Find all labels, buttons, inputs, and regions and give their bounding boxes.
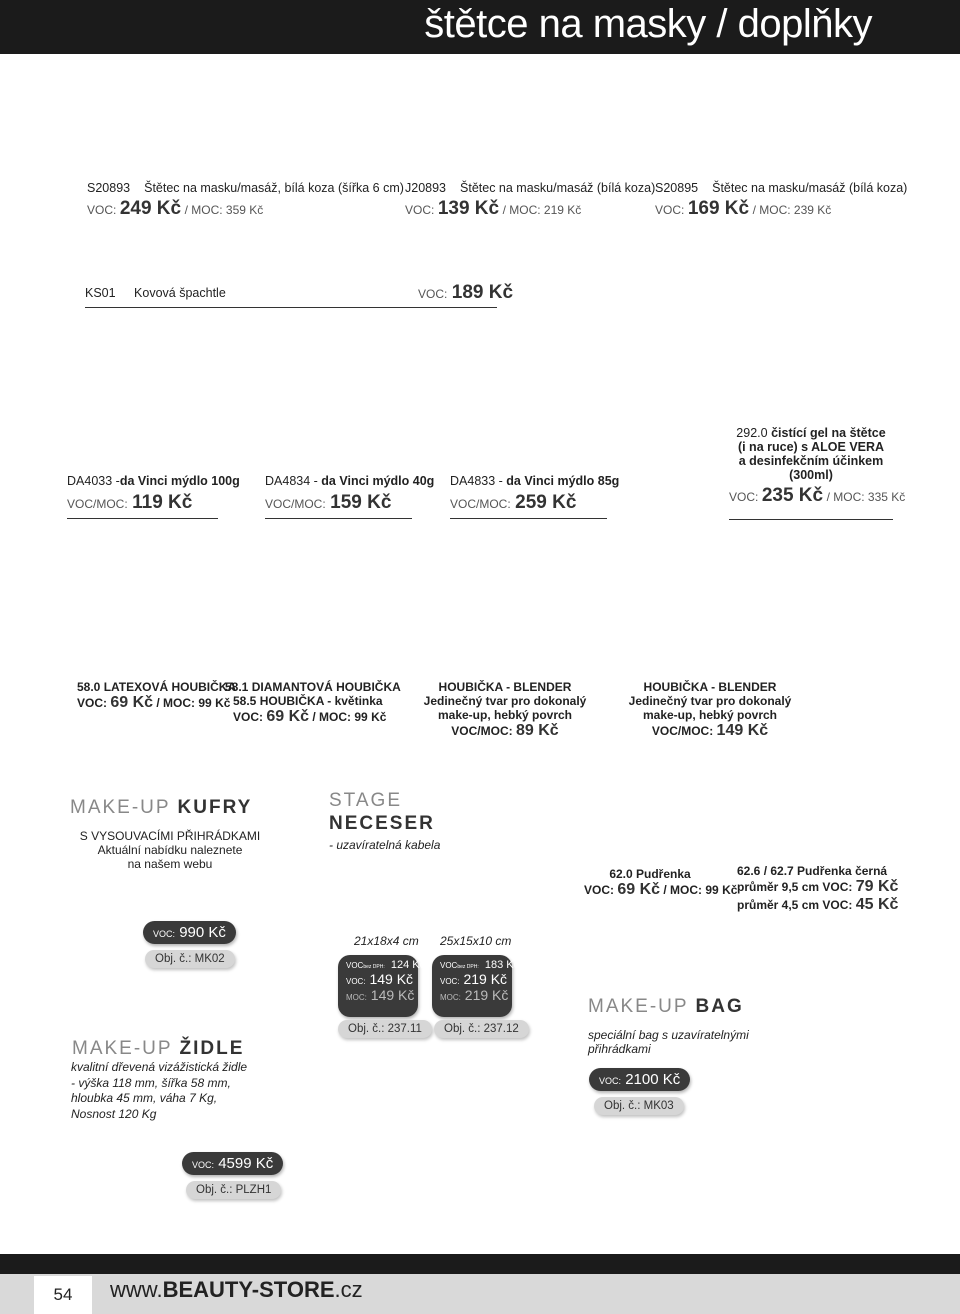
brush-item-1: [87, 181, 404, 220]
voc-price: 69 Kč: [266, 708, 310, 725]
product-code: S20893: [87, 181, 131, 195]
price: 149 Kč: [716, 722, 769, 739]
voc-price: 169 Kč: [687, 198, 750, 219]
size-2-price: 45 Kč: [855, 896, 899, 913]
price: 259 Kč: [515, 492, 577, 513]
bag-title: [588, 996, 744, 1018]
price: 119 Kč: [132, 492, 193, 513]
kufry-line-2: Aktuální nabídku naleznete: [97, 843, 243, 857]
voc-label: VOC:: [584, 883, 614, 897]
sponge-title: 58.1 DIAMANTOVÁ HOUBIČKA: [225, 680, 401, 694]
voc-price: 249 Kč: [119, 198, 182, 219]
product-code: DA4033 -: [67, 474, 120, 488]
sponge-title-2: 58.5 HOUBIČKA - květinka: [233, 694, 383, 708]
sponge-desc-2: make-up, hebký povrch: [437, 708, 573, 722]
kufry-title-a: MAKE-UP: [70, 797, 171, 818]
sponge-latex: [77, 680, 236, 712]
product-code: DA4833 -: [450, 474, 503, 488]
gel-line-3: a desinfekčním účinkem: [738, 454, 884, 468]
sponge-diamond: [225, 680, 401, 726]
voc-price: 139 Kč: [437, 198, 500, 219]
voc-moc-label: VOC/MOC:: [451, 724, 513, 738]
neceser-large-size: 25x15x10 cm: [440, 934, 512, 948]
kufry-title-b: KUFRY: [177, 797, 253, 818]
pudrenka-item: [584, 867, 738, 899]
gel-line-2: (i na ruce) s ALOE VERA: [737, 440, 885, 454]
bag-order-badge: [594, 1097, 684, 1115]
kufry-order-badge: [145, 950, 235, 968]
moc-price: / MOC: 99 Kč: [156, 696, 231, 710]
product-name: Kovová špachtle: [134, 286, 226, 300]
voc-price: 235 Kč: [761, 485, 824, 506]
pudrenka-title: 62.0 Pudřenka: [609, 867, 691, 881]
order-number: Obj. č.: 237.12: [444, 1023, 519, 1035]
product-name: da Vinci mýdlo 100g: [119, 474, 240, 488]
moc-price: / MOC: 239 Kč: [752, 203, 832, 217]
voc-price: 69 Kč: [110, 694, 154, 711]
zidle-price-badge: [182, 1152, 283, 1175]
site-prefix: www.: [110, 1277, 163, 1302]
bag-desc-2: přihrádkami: [588, 1042, 651, 1056]
voc-moc-label: VOC/MOC:: [67, 497, 128, 511]
kufry-price-badge: [143, 921, 236, 944]
brush-item-2: [405, 181, 655, 220]
moc-price: 149 Kč: [370, 987, 415, 1003]
product-code: S20895: [655, 181, 699, 195]
neceser-title-a: STAGE: [329, 790, 402, 811]
sponge-desc-2: make-up, hebký povrch: [642, 708, 778, 722]
voc-label: VOC:: [599, 1076, 622, 1086]
product-name: da Vinci mýdlo 40g: [321, 474, 435, 488]
voc-moc-label: VOC/MOC:: [265, 497, 326, 511]
gel-item: [729, 426, 906, 520]
voc-moc-label: VOC/MOC:: [651, 724, 714, 738]
pudrenka-black-item: [737, 864, 898, 914]
voc-price: 149 Kč: [369, 971, 414, 987]
moc-label: MOC:: [440, 993, 461, 1002]
bez-dph-label: bez DPH:: [457, 964, 479, 970]
neceser-small-price-box: [338, 955, 426, 1017]
voc-label: VOC:: [192, 1160, 215, 1170]
moc-price: / MOC: 99 Kč: [663, 883, 738, 897]
voc-label: VOC:: [233, 710, 263, 724]
order-number: Obj. č.: MK03: [604, 1100, 674, 1112]
page-number: 54: [34, 1276, 92, 1314]
voc-price: 219 Kč: [463, 971, 508, 987]
product-name: da Vinci mýdlo 85g: [506, 474, 620, 488]
voc-label: VOC:: [153, 929, 176, 939]
moc-price: 219 Kč: [464, 987, 509, 1003]
voc-price: 69 Kč: [617, 881, 661, 898]
site-suffix: .cz: [334, 1277, 363, 1302]
price: 2100 Kč: [625, 1071, 681, 1088]
neceser-title-b: NECESER: [329, 813, 435, 834]
price: 89 Kč: [515, 722, 559, 739]
gel-line-4: (300ml): [789, 468, 833, 482]
moc-price: / MOC: 99 Kč: [312, 710, 387, 724]
sponge-title: 58.0 LATEXOVÁ HOUBIČKA: [77, 680, 237, 694]
product-code: 292.0: [736, 426, 768, 440]
order-number: Obj. č.: MK02: [155, 953, 225, 965]
price: 4599 Kč: [218, 1155, 274, 1172]
kufry-title: [70, 797, 252, 819]
zidle-desc-1: kvalitní dřevená vizážistická židle: [71, 1060, 248, 1074]
sponge-title: HOUBIČKA - BLENDER: [438, 680, 572, 694]
voc-label: VOC:: [418, 287, 448, 301]
page-title: štětce na masky / doplňky: [424, 2, 872, 46]
bag-title-a: MAKE-UP: [588, 996, 689, 1017]
product-code: KS01: [85, 286, 116, 300]
zidle-order-badge: [186, 1181, 281, 1199]
sponge-blender-1: [415, 680, 595, 740]
bag-price-badge: [589, 1068, 690, 1091]
site-brand: BEAUTY-STORE: [162, 1277, 335, 1302]
moc-price: / MOC: 335 Kč: [826, 490, 906, 504]
voc-label: VOC:: [77, 696, 107, 710]
sponge-desc-1: Jedinečný tvar pro dokonalý: [423, 694, 587, 708]
voc-label: VOC:: [405, 203, 435, 217]
size-1-label: průměr 9,5 cm VOC:: [737, 880, 853, 894]
voc-bez-label: VOC: [346, 961, 364, 970]
product-name: Štětec na masku/masáž (bílá koza): [460, 181, 656, 195]
sponge-title: HOUBIČKA - BLENDER: [643, 680, 777, 694]
voc-bez-label: VOC: [440, 961, 458, 970]
voc-label: VOC:: [87, 203, 117, 217]
pudrenka-black-title: 62.6 / 62.7 Pudřenka černá: [737, 864, 888, 878]
size-2-label: průměr 4,5 cm VOC:: [737, 898, 853, 912]
voc-label: VOC:: [655, 203, 685, 217]
neceser-small-size: 21x18x4 cm: [354, 934, 419, 948]
zidle-title: [72, 1038, 244, 1060]
voc-label: VOC:: [346, 977, 366, 986]
neceser-large-price-box: [432, 955, 520, 1017]
moc-label: MOC:: [346, 993, 367, 1002]
soap-item-1: [67, 474, 240, 519]
spatula-item: [85, 282, 514, 308]
size-1-price: 79 Kč: [855, 878, 899, 895]
voc-bez-price: 183 Kč: [484, 959, 520, 971]
bez-dph-label: bez DPH:: [363, 964, 385, 970]
kufry-desc: [70, 829, 270, 871]
price: 990 Kč: [179, 924, 226, 941]
product-name: Štětec na masku/masáž, bílá koza (šířka 6 cm): [144, 181, 404, 195]
voc-label: VOC:: [729, 490, 759, 504]
voc-bez-price: 124 Kč: [390, 959, 426, 971]
order-number: Obj. č.: 237.11: [348, 1023, 422, 1035]
neceser-small-order: [338, 1020, 432, 1038]
sponge-desc-1: Jedinečný tvar pro dokonalý: [628, 694, 792, 708]
zidle-title-b: ŽIDLE: [179, 1038, 245, 1059]
zidle-desc-3: hloubka 45 mm, váha 7 Kg,: [71, 1091, 218, 1105]
soap-item-3: [450, 474, 620, 519]
product-code: DA4834 -: [265, 474, 318, 488]
price: 159 Kč: [330, 492, 392, 513]
bag-desc-1: speciální bag s uzavíratelnými: [588, 1028, 749, 1042]
voc-label: VOC:: [440, 977, 460, 986]
bag-title-b: BAG: [695, 996, 744, 1017]
website-link[interactable]: [110, 1277, 363, 1303]
zidle-desc-2: - výška 118 mm, šířka 58 mm,: [71, 1075, 231, 1090]
gel-line-1: čistící gel na štětce: [771, 426, 886, 440]
voc-price: 189 Kč: [451, 282, 514, 303]
bag-desc: [588, 1028, 749, 1056]
moc-price: / MOC: 219 Kč: [502, 203, 582, 217]
soap-item-2: [265, 474, 435, 519]
zidle-title-a: MAKE-UP: [72, 1038, 173, 1059]
kufry-line-3: na našem webu: [127, 857, 213, 871]
voc-moc-label: VOC/MOC:: [450, 497, 511, 511]
moc-price: / MOC: 359 Kč: [184, 203, 264, 217]
kufry-line-1: S VYSOUVACÍMI PŘIHRÁDKAMI: [79, 829, 261, 843]
brush-item-3: [655, 181, 907, 220]
sponge-blender-2: [620, 680, 800, 740]
order-number: Obj. č.: PLZH1: [196, 1184, 272, 1196]
zidle-desc-4: Nosnost 120 Kg: [71, 1106, 157, 1121]
neceser-subtitle: - uzavíratelná kabela: [329, 838, 441, 852]
zidle-desc: [71, 1060, 247, 1122]
neceser-large-order: [434, 1020, 529, 1038]
product-name: Štětec na masku/masáž (bílá koza): [712, 181, 908, 195]
product-code: J20893: [405, 181, 447, 195]
